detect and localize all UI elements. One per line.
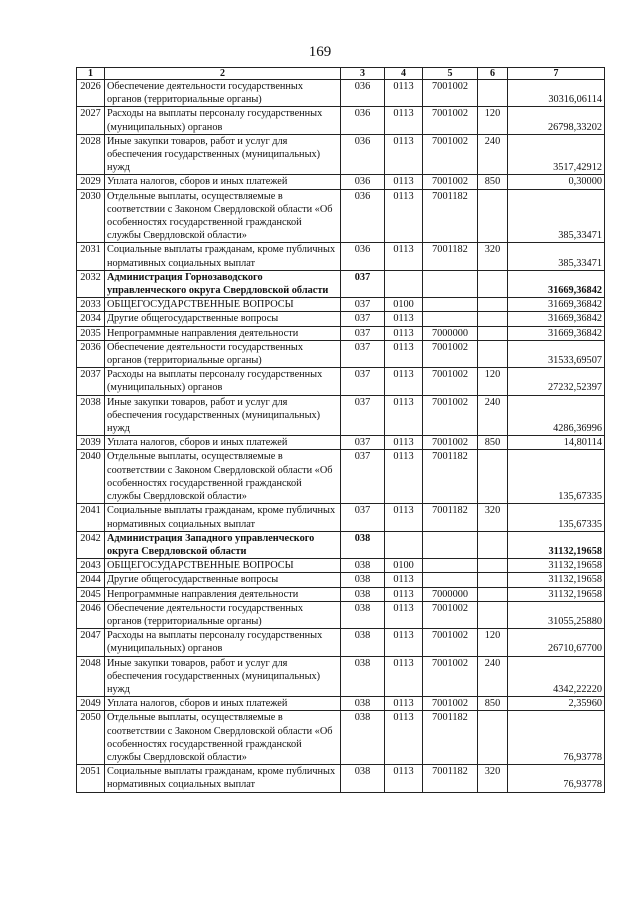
section-code-cell: 0113 [385, 175, 423, 189]
ministry-code-cell: 037 [341, 298, 385, 312]
amount-cell: 0,30000 [508, 175, 605, 189]
table-row [77, 697, 605, 711]
section-code-cell: 0113 [385, 368, 423, 395]
ministry-code-cell: 036 [341, 80, 385, 107]
target-code-cell [423, 298, 478, 312]
target-code-cell: 7001002 [423, 629, 478, 656]
item-name-cell: Уплата налогов, сборов и иных платежей [105, 436, 341, 450]
ministry-code-cell: 037 [341, 368, 385, 395]
target-code-cell: 7001002 [423, 601, 478, 628]
row-number-cell: 2035 [77, 326, 105, 340]
target-code-cell: 7001182 [423, 504, 478, 531]
expense-type-cell [478, 531, 508, 558]
target-code-cell: 7001182 [423, 243, 478, 270]
table-row [77, 504, 605, 531]
row-number-cell: 2046 [77, 601, 105, 628]
section-code-cell: 0113 [385, 450, 423, 504]
ministry-code-cell: 038 [341, 711, 385, 765]
amount-cell: 26798,33202 [508, 107, 605, 134]
expense-type-cell [478, 189, 508, 243]
row-number-cell: 2027 [77, 107, 105, 134]
expense-type-cell: 320 [478, 243, 508, 270]
section-code-cell: 0113 [385, 107, 423, 134]
amount-cell: 14,80114 [508, 436, 605, 450]
amount-cell: 31132,19658 [508, 531, 605, 558]
section-code-cell: 0113 [385, 697, 423, 711]
target-code-cell: 7001002 [423, 80, 478, 107]
header-col-7: 7 [508, 68, 605, 80]
item-name-cell: Отдельные выплаты, осуществляемые в соответствии с Законом Свердловской области «Об особенностях государственной гражданской службы Свердловской области» [105, 711, 341, 765]
table-header [77, 68, 605, 80]
expense-type-cell [478, 80, 508, 107]
table-row [77, 270, 605, 297]
amount-cell: 31669,36842 [508, 298, 605, 312]
row-number-cell: 2047 [77, 629, 105, 656]
section-code-cell: 0113 [385, 340, 423, 367]
section-code-cell: 0100 [385, 559, 423, 573]
section-code-cell: 0113 [385, 326, 423, 340]
item-name-cell: Иные закупки товаров, работ и услуг для обеспечения государственных (муниципальных) нужд [105, 134, 341, 175]
ministry-code-cell: 037 [341, 504, 385, 531]
expense-type-cell: 120 [478, 368, 508, 395]
ministry-code-cell: 037 [341, 450, 385, 504]
expense-type-cell: 320 [478, 765, 508, 792]
expense-type-cell [478, 312, 508, 326]
target-code-cell: 7001002 [423, 697, 478, 711]
ministry-code-cell: 038 [341, 559, 385, 573]
row-number-cell: 2030 [77, 189, 105, 243]
header-col-1: 1 [77, 68, 105, 80]
expense-type-cell: 240 [478, 134, 508, 175]
item-name-cell: Расходы на выплаты персоналу государственных (муниципальных) органов [105, 368, 341, 395]
section-code-cell: 0113 [385, 601, 423, 628]
row-number-cell: 2034 [77, 312, 105, 326]
section-code-cell: 0113 [385, 243, 423, 270]
target-code-cell: 7000000 [423, 326, 478, 340]
row-number-cell: 2041 [77, 504, 105, 531]
section-code-cell: 0113 [385, 189, 423, 243]
expense-type-cell: 240 [478, 395, 508, 436]
target-code-cell: 7001182 [423, 189, 478, 243]
target-code-cell: 7001002 [423, 134, 478, 175]
table-row [77, 395, 605, 436]
amount-cell: 2,35960 [508, 697, 605, 711]
table-row [77, 243, 605, 270]
expense-type-cell [478, 559, 508, 573]
header-row [77, 68, 605, 80]
item-name-cell: Непрограммные направления деятельности [105, 587, 341, 601]
ministry-code-cell: 036 [341, 189, 385, 243]
item-name-cell: Уплата налогов, сборов и иных платежей [105, 697, 341, 711]
section-code-cell: 0100 [385, 298, 423, 312]
expense-type-cell [478, 450, 508, 504]
ministry-code-cell: 038 [341, 601, 385, 628]
row-number-cell: 2043 [77, 559, 105, 573]
row-number-cell: 2033 [77, 298, 105, 312]
section-code-cell: 0113 [385, 656, 423, 697]
item-name-cell: Социальные выплаты гражданам, кроме публичных нормативных социальных выплат [105, 243, 341, 270]
section-code-cell [385, 270, 423, 297]
row-number-cell: 2029 [77, 175, 105, 189]
section-code-cell: 0113 [385, 765, 423, 792]
ministry-code-cell: 038 [341, 573, 385, 587]
target-code-cell [423, 573, 478, 587]
section-code-cell: 0113 [385, 629, 423, 656]
expense-type-cell [478, 298, 508, 312]
row-number-cell: 2026 [77, 80, 105, 107]
header-col-3: 3 [341, 68, 385, 80]
target-code-cell [423, 270, 478, 297]
amount-cell: 31132,19658 [508, 587, 605, 601]
expense-type-cell: 850 [478, 175, 508, 189]
table-row [77, 601, 605, 628]
header-col-5: 5 [423, 68, 478, 80]
item-name-cell: Расходы на выплаты персоналу государственных (муниципальных) органов [105, 629, 341, 656]
header-col-2: 2 [105, 68, 341, 80]
amount-cell: 31132,19658 [508, 559, 605, 573]
amount-cell: 26710,67700 [508, 629, 605, 656]
item-name-cell: Социальные выплаты гражданам, кроме публичных нормативных социальных выплат [105, 765, 341, 792]
target-code-cell: 7001002 [423, 175, 478, 189]
target-code-cell: 7001182 [423, 765, 478, 792]
ministry-code-cell: 037 [341, 340, 385, 367]
expense-type-cell [478, 270, 508, 297]
target-code-cell: 7001002 [423, 340, 478, 367]
row-number-cell: 2048 [77, 656, 105, 697]
row-number-cell: 2039 [77, 436, 105, 450]
table-row [77, 559, 605, 573]
table-row [77, 189, 605, 243]
amount-cell: 76,93778 [508, 765, 605, 792]
row-number-cell: 2032 [77, 270, 105, 297]
table-row [77, 326, 605, 340]
target-code-cell: 7001002 [423, 107, 478, 134]
row-number-cell: 2040 [77, 450, 105, 504]
table-row [77, 134, 605, 175]
amount-cell: 4286,36996 [508, 395, 605, 436]
table-row [77, 450, 605, 504]
amount-cell: 31669,36842 [508, 326, 605, 340]
amount-cell: 135,67335 [508, 504, 605, 531]
item-name-cell: Иные закупки товаров, работ и услуг для обеспечения государственных (муниципальных) нужд [105, 656, 341, 697]
target-code-cell: 7001002 [423, 656, 478, 697]
ministry-code-cell: 038 [341, 765, 385, 792]
target-code-cell: 7001002 [423, 368, 478, 395]
ministry-code-cell: 038 [341, 629, 385, 656]
row-number-cell: 2031 [77, 243, 105, 270]
budget-table [76, 67, 605, 793]
table-row [77, 587, 605, 601]
target-code-cell [423, 312, 478, 326]
expense-type-cell [478, 340, 508, 367]
ministry-code-cell: 037 [341, 395, 385, 436]
ministry-code-cell: 036 [341, 243, 385, 270]
item-name-cell: Обеспечение деятельности государственных органов (территориальные органы) [105, 80, 341, 107]
ministry-code-cell: 037 [341, 270, 385, 297]
item-name-cell: Обеспечение деятельности государственных органов (территориальные органы) [105, 340, 341, 367]
amount-cell: 4342,22220 [508, 656, 605, 697]
expense-type-cell [478, 573, 508, 587]
section-code-cell: 0113 [385, 80, 423, 107]
ministry-code-cell: 038 [341, 697, 385, 711]
row-number-cell: 2042 [77, 531, 105, 558]
table-row [77, 436, 605, 450]
ministry-code-cell: 036 [341, 175, 385, 189]
item-name-cell: Уплата налогов, сборов и иных платежей [105, 175, 341, 189]
item-name-cell: ОБЩЕГОСУДАРСТВЕННЫЕ ВОПРОСЫ [105, 298, 341, 312]
header-col-6: 6 [478, 68, 508, 80]
amount-cell: 31669,36842 [508, 270, 605, 297]
section-code-cell: 0113 [385, 395, 423, 436]
target-code-cell [423, 531, 478, 558]
amount-cell: 3517,42912 [508, 134, 605, 175]
section-code-cell: 0113 [385, 436, 423, 450]
expense-type-cell: 320 [478, 504, 508, 531]
row-number-cell: 2045 [77, 587, 105, 601]
section-code-cell: 0113 [385, 312, 423, 326]
item-name-cell: Другие общегосударственные вопросы [105, 573, 341, 587]
section-code-cell: 0113 [385, 587, 423, 601]
table-row [77, 312, 605, 326]
expense-type-cell: 240 [478, 656, 508, 697]
section-code-cell [385, 531, 423, 558]
item-name-cell: ОБЩЕГОСУДАРСТВЕННЫЕ ВОПРОСЫ [105, 559, 341, 573]
table-row [77, 629, 605, 656]
target-code-cell: 7001002 [423, 436, 478, 450]
amount-cell: 135,67335 [508, 450, 605, 504]
table-row [77, 80, 605, 107]
table-row [77, 711, 605, 765]
row-number-cell: 2028 [77, 134, 105, 175]
page-number: 169 [308, 44, 332, 60]
expense-type-cell [478, 711, 508, 765]
table-row [77, 531, 605, 558]
table-body [77, 80, 605, 793]
table-row [77, 298, 605, 312]
section-code-cell: 0113 [385, 504, 423, 531]
expense-type-cell [478, 601, 508, 628]
amount-cell: 27232,52397 [508, 368, 605, 395]
target-code-cell: 7001002 [423, 395, 478, 436]
amount-cell: 31533,69507 [508, 340, 605, 367]
section-code-cell: 0113 [385, 711, 423, 765]
target-code-cell: 7000000 [423, 587, 478, 601]
item-name-cell: Отдельные выплаты, осуществляемые в соответствии с Законом Свердловской области «Об особенностях государственной гражданской службы Свердловской области» [105, 189, 341, 243]
table-row [77, 656, 605, 697]
ministry-code-cell: 038 [341, 656, 385, 697]
table-row [77, 765, 605, 792]
row-number-cell: 2051 [77, 765, 105, 792]
target-code-cell: 7001182 [423, 711, 478, 765]
section-code-cell: 0113 [385, 134, 423, 175]
header-col-4: 4 [385, 68, 423, 80]
amount-cell: 31055,25880 [508, 601, 605, 628]
amount-cell: 76,93778 [508, 711, 605, 765]
amount-cell: 385,33471 [508, 189, 605, 243]
row-number-cell: 2050 [77, 711, 105, 765]
ministry-code-cell: 036 [341, 134, 385, 175]
table-row [77, 175, 605, 189]
row-number-cell: 2036 [77, 340, 105, 367]
table-row [77, 107, 605, 134]
amount-cell: 31132,19658 [508, 573, 605, 587]
item-name-cell: Расходы на выплаты персоналу государственных (муниципальных) органов [105, 107, 341, 134]
table-row [77, 340, 605, 367]
item-name-cell: Администрация Горнозаводского управленческого округа Свердловской области [105, 270, 341, 297]
item-name-cell: Отдельные выплаты, осуществляемые в соответствии с Законом Свердловской области «Об особенностях государственной гражданской службы Свердловской области» [105, 450, 341, 504]
row-number-cell: 2038 [77, 395, 105, 436]
expense-type-cell: 120 [478, 107, 508, 134]
expense-type-cell [478, 587, 508, 601]
item-name-cell: Непрограммные направления деятельности [105, 326, 341, 340]
expense-type-cell: 850 [478, 436, 508, 450]
item-name-cell: Иные закупки товаров, работ и услуг для обеспечения государственных (муниципальных) нужд [105, 395, 341, 436]
table-row [77, 573, 605, 587]
item-name-cell: Администрация Западного управленческого округа Свердловской области [105, 531, 341, 558]
ministry-code-cell: 037 [341, 326, 385, 340]
item-name-cell: Обеспечение деятельности государственных органов (территориальные органы) [105, 601, 341, 628]
target-code-cell [423, 559, 478, 573]
expense-type-cell [478, 326, 508, 340]
amount-cell: 385,33471 [508, 243, 605, 270]
ministry-code-cell: 037 [341, 436, 385, 450]
ministry-code-cell: 037 [341, 312, 385, 326]
ministry-code-cell: 036 [341, 107, 385, 134]
row-number-cell: 2037 [77, 368, 105, 395]
item-name-cell: Социальные выплаты гражданам, кроме публичных нормативных социальных выплат [105, 504, 341, 531]
item-name-cell: Другие общегосударственные вопросы [105, 312, 341, 326]
row-number-cell: 2044 [77, 573, 105, 587]
target-code-cell: 7001182 [423, 450, 478, 504]
ministry-code-cell: 038 [341, 531, 385, 558]
expense-type-cell: 850 [478, 697, 508, 711]
section-code-cell: 0113 [385, 573, 423, 587]
row-number-cell: 2049 [77, 697, 105, 711]
expense-type-cell: 120 [478, 629, 508, 656]
amount-cell: 31669,36842 [508, 312, 605, 326]
table-row [77, 368, 605, 395]
amount-cell: 30316,06114 [508, 80, 605, 107]
ministry-code-cell: 038 [341, 587, 385, 601]
